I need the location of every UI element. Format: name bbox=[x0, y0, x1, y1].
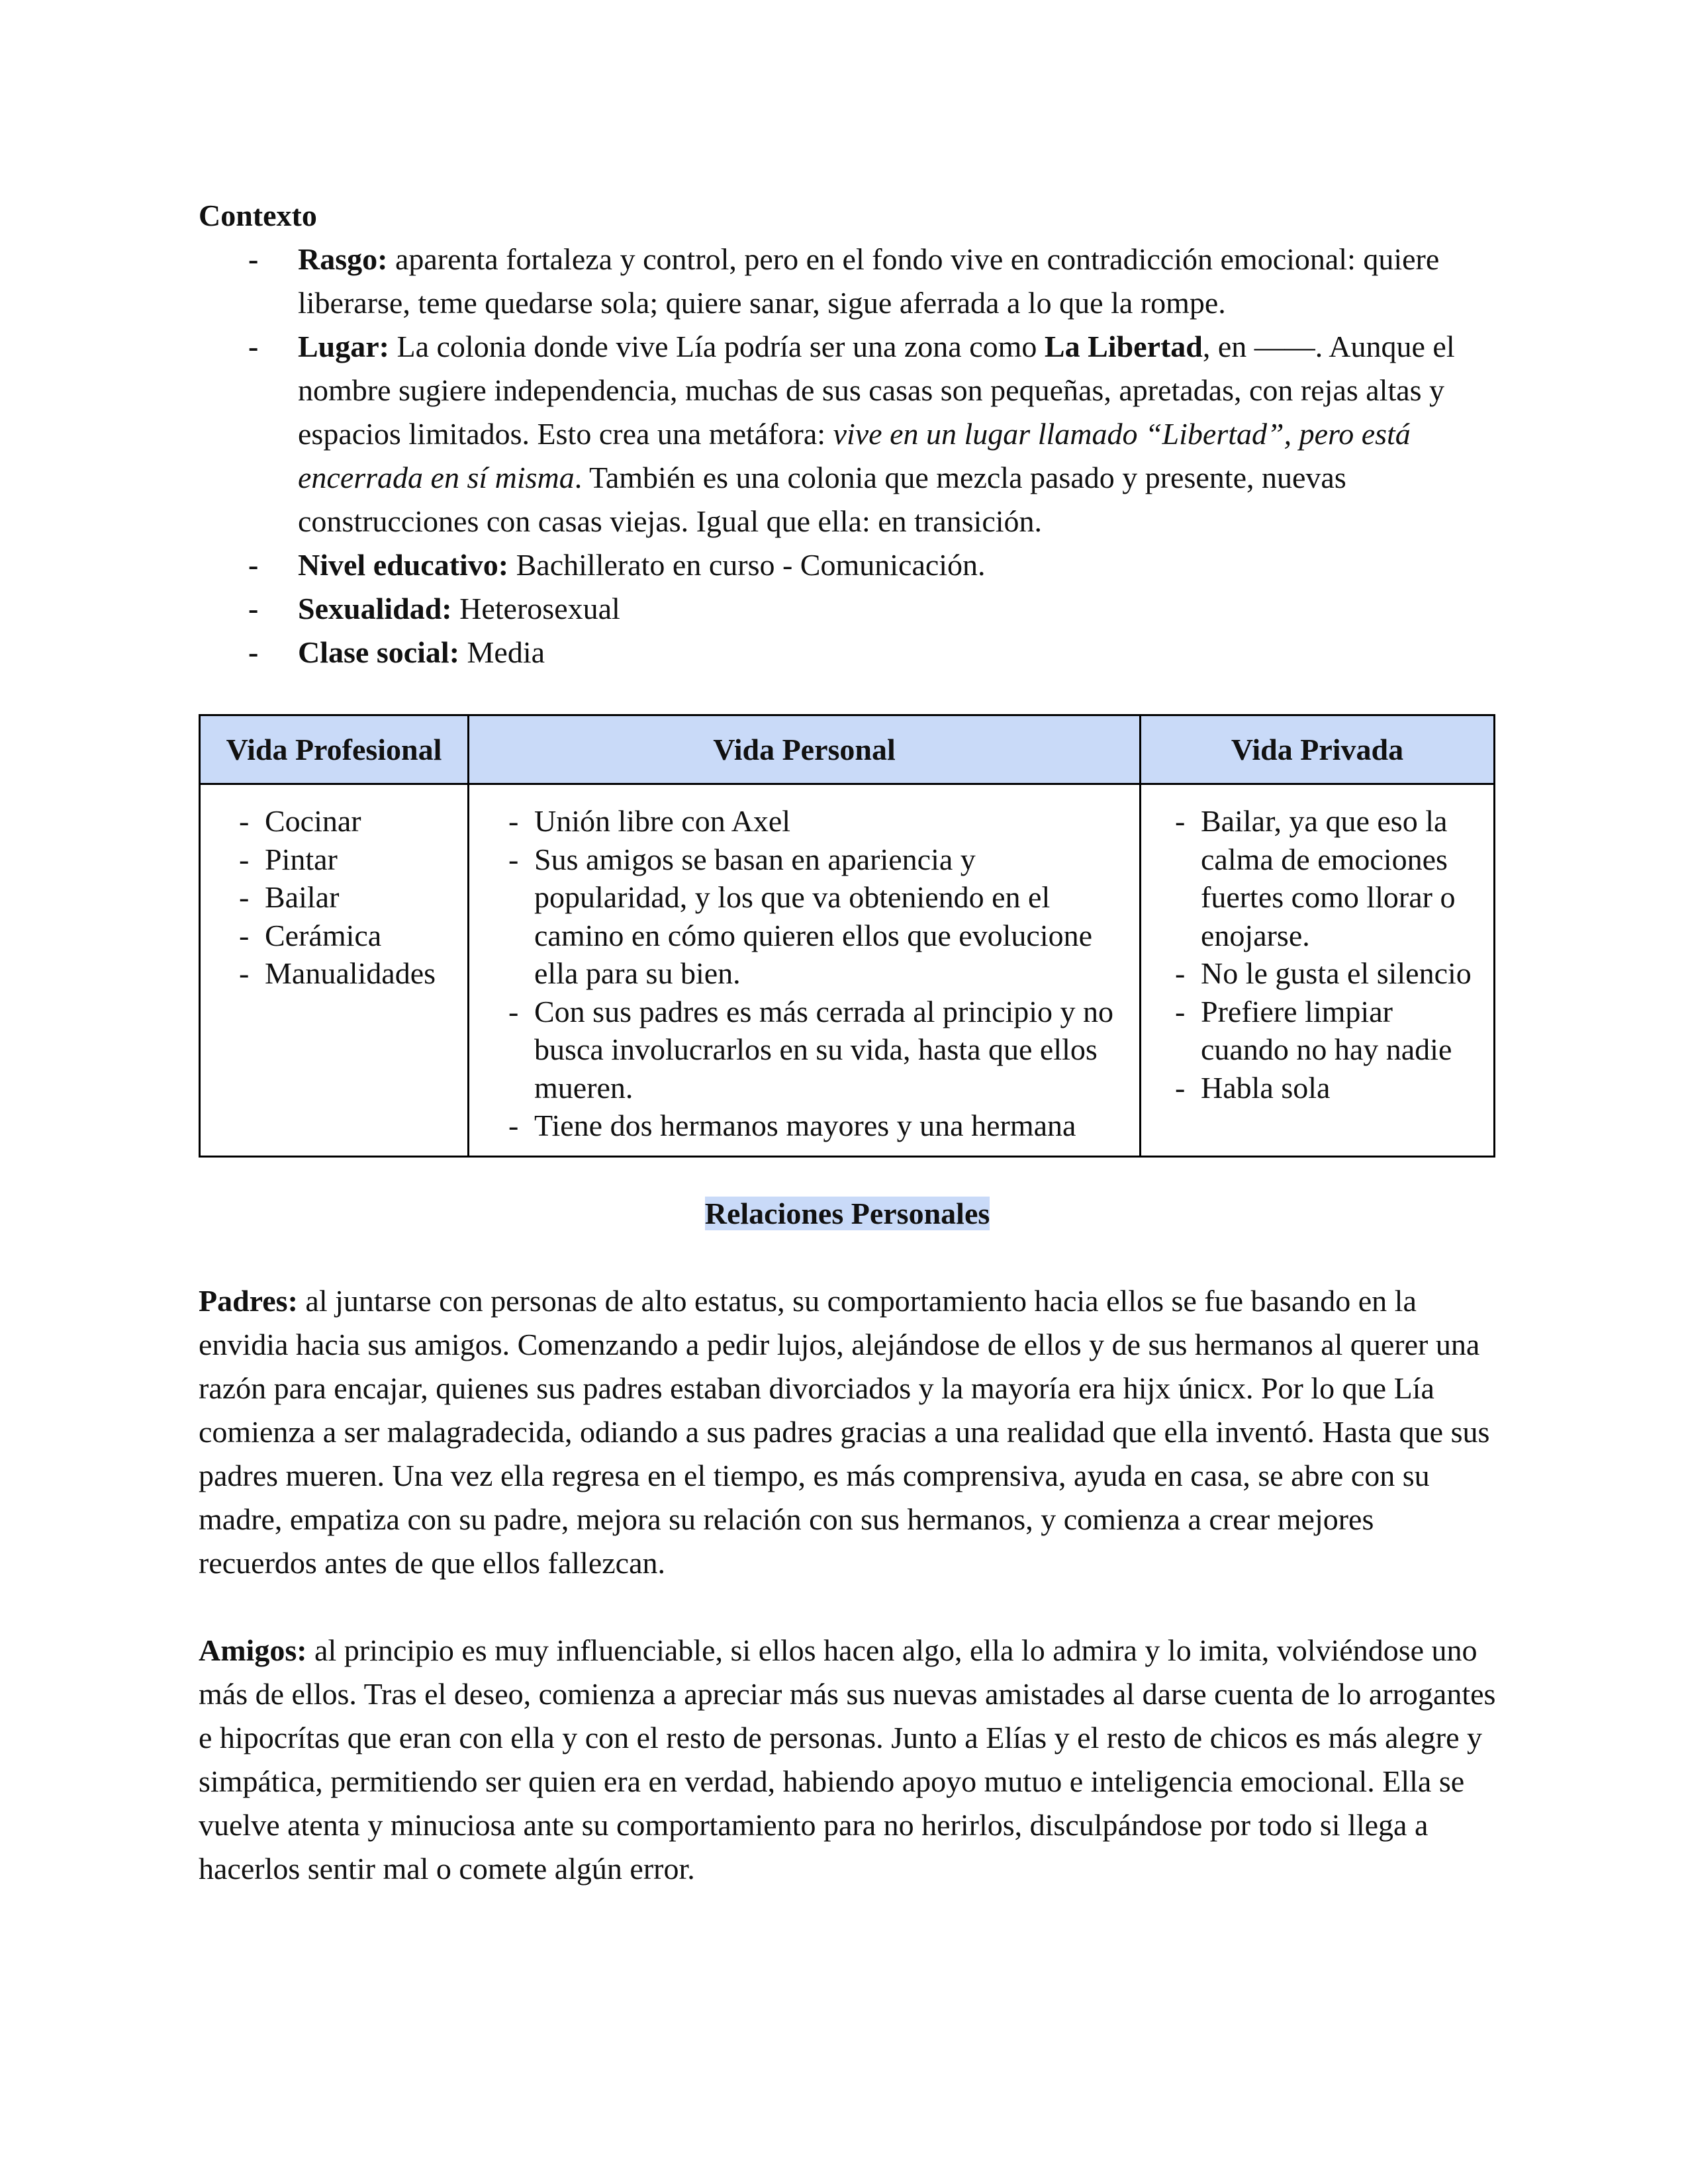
list-item bbox=[239, 802, 455, 841]
vida-profesional-list bbox=[212, 802, 455, 993]
list-item bbox=[1175, 954, 1481, 993]
padres-label: Padres: bbox=[199, 1284, 298, 1318]
list-dash: - bbox=[248, 330, 259, 363]
list-item-sexualidad bbox=[199, 587, 1496, 631]
list-item-lugar bbox=[199, 325, 1496, 543]
list-item-rasgo bbox=[199, 238, 1496, 325]
lugar-text-1: La colonia donde vive Lía podría ser una zona como bbox=[389, 330, 1045, 363]
lugar-bold: La Libertad bbox=[1044, 330, 1203, 363]
header-vida-privada: Vida Privada bbox=[1141, 715, 1495, 784]
contexto-list bbox=[199, 238, 1496, 674]
nivel-text: Bachillerato en curso - Comunicación. bbox=[508, 548, 986, 582]
item-text: Con sus padres es más cerrada al principio y no busca involucrarlos en su vida, hasta que ellos mueren. bbox=[534, 994, 1114, 1105]
clase-label: Clase social: bbox=[298, 635, 460, 669]
item-text: Unión libre con Axel bbox=[534, 804, 791, 838]
lugar-text-3: . También es una colonia que mezcla pasado y presente, nuevas construcciones con casas viejas. Igual que ella: en transición. bbox=[298, 461, 1346, 538]
item-text: Bailar bbox=[265, 880, 340, 914]
list-item-clase bbox=[199, 631, 1496, 674]
sexualidad-label: Sexualidad: bbox=[298, 592, 452, 625]
list-dash: - bbox=[508, 842, 519, 876]
list-dash: - bbox=[239, 956, 250, 990]
list-dash: - bbox=[1175, 804, 1186, 838]
list-item bbox=[239, 917, 455, 955]
list-dash: - bbox=[248, 242, 259, 276]
document-page bbox=[199, 194, 1496, 1891]
rasgo-label: Rasgo: bbox=[298, 242, 388, 276]
list-item bbox=[239, 878, 455, 917]
sexualidad-text: Heterosexual bbox=[451, 592, 620, 625]
vida-personal-list bbox=[481, 802, 1127, 1145]
nivel-label: Nivel educativo: bbox=[298, 548, 509, 582]
item-text: Pintar bbox=[265, 842, 338, 876]
item-text: Manualidades bbox=[265, 956, 436, 990]
cell-vida-privada bbox=[1141, 784, 1495, 1157]
list-dash: - bbox=[248, 592, 259, 625]
item-text: Tiene dos hermanos mayores y una hermana bbox=[534, 1109, 1076, 1142]
list-dash: - bbox=[1175, 956, 1186, 990]
clase-text: Media bbox=[459, 635, 545, 669]
list-dash: - bbox=[508, 1109, 519, 1142]
relaciones-heading: Relaciones Personales bbox=[704, 1197, 990, 1230]
list-dash: - bbox=[508, 994, 519, 1028]
list-dash: - bbox=[239, 842, 250, 876]
header-vida-personal: Vida Personal bbox=[469, 715, 1141, 784]
list-item bbox=[239, 841, 455, 879]
amigos-label: Amigos: bbox=[199, 1633, 307, 1667]
item-text: Sus amigos se basan en apariencia y popularidad, y los que va obteniendo en el camino en cómo quieren ellos que evolucione ella para su bien. bbox=[534, 842, 1093, 990]
table-header-row bbox=[200, 715, 1495, 784]
padres-text: al juntarse con personas de alto estatus, su comportamiento hacia ellos se fue basando en la envidia hacia sus amigos. Comenzando a pedir lujos, alejándose de ellos y de sus hermanos al querer una razón para encajar, quienes sus padres estaban divorciados y la mayoría era hijx únicx. Por lo que Lía comienza a ser malagradecida, odiando a sus padres gracias a una realidad que ella inventó. Hasta que sus padres mueren. Una vez ella regresa en el tiempo, es más comprensiva, ayuda en casa, se abre con su madre, empatiza con su padre, mejora su relación con sus hermanos, y comienza a crear mejores recuerdos antes de que ellos fallezcan. bbox=[199, 1284, 1490, 1580]
lugar-label: Lugar: bbox=[298, 330, 389, 363]
list-dash: - bbox=[1175, 1070, 1186, 1105]
relaciones-heading-wrap bbox=[199, 1192, 1496, 1236]
list-item bbox=[239, 954, 455, 993]
lugar-italic: vive en un lugar llamado “Libertad”, pero está encerrada en sí misma bbox=[298, 417, 1411, 494]
list-item bbox=[1175, 1069, 1481, 1107]
list-item bbox=[508, 802, 1127, 841]
list-dash: - bbox=[248, 635, 259, 669]
list-dash: - bbox=[508, 804, 519, 838]
contexto-heading: Contexto bbox=[199, 199, 317, 232]
list-item bbox=[508, 841, 1127, 993]
padres-paragraph bbox=[199, 1279, 1496, 1585]
amigos-paragraph bbox=[199, 1629, 1496, 1891]
rasgo-text: aparenta fortaleza y control, pero en el fondo vive en contradicción emocional: quiere liberarse, teme quedarse sola; quiere sanar, sigue aferrada a lo que la rompe. bbox=[298, 242, 1440, 320]
list-item bbox=[508, 1107, 1127, 1145]
list-dash: - bbox=[248, 548, 259, 582]
header-vida-profesional: Vida Profesional bbox=[200, 715, 469, 784]
item-text: Prefiere limpiar cuando no hay nadie bbox=[1201, 994, 1452, 1066]
list-item bbox=[1175, 802, 1481, 954]
list-item bbox=[1175, 993, 1481, 1069]
amigos-text: al principio es muy influenciable, si ellos hacen algo, ella lo admira y lo imita, volviéndose uno más de ellos. Tras el deseo, comienza a apreciar más sus nuevas amistades al darse cuenta de lo arrogantes e hipocrítas que eran con ella y con el resto de personas. Junto a Elías y el resto de chicos es más alegre y simpática, permitiendo ser quien era en verdad, habiendo apoyo mutuo e inteligencia emocional. Ella se vuelve atenta y minuciosa ante su comportamiento para no herirlos, disculpándose por todo si llega a hacerlos sentir mal o comete algún error. bbox=[199, 1633, 1496, 1886]
item-text: Habla sola bbox=[1201, 1070, 1331, 1105]
item-text: Bailar, ya que eso la calma de emociones fuertes como llorar o enojarse. bbox=[1201, 804, 1456, 952]
list-item bbox=[508, 993, 1127, 1107]
item-text: Cerámica bbox=[265, 918, 382, 952]
list-dash: - bbox=[1175, 994, 1186, 1028]
list-dash: - bbox=[239, 880, 250, 914]
cell-vida-personal bbox=[469, 784, 1141, 1157]
table-row bbox=[200, 784, 1495, 1157]
lugar-text-2: , en ——. Aunque el nombre sugiere independencia, muchas de sus casas son pequeñas, apretadas, con rejas altas y espacios limitados. Esto crea una metáfora: bbox=[298, 330, 1455, 451]
item-text: No le gusta el silencio bbox=[1201, 956, 1472, 990]
item-text: Cocinar bbox=[265, 804, 361, 838]
vida-privada-list bbox=[1153, 802, 1481, 1107]
list-dash: - bbox=[239, 804, 250, 838]
list-dash: - bbox=[239, 918, 250, 952]
vida-table bbox=[199, 714, 1495, 1158]
cell-vida-profesional bbox=[200, 784, 469, 1157]
list-item-nivel bbox=[199, 543, 1496, 587]
